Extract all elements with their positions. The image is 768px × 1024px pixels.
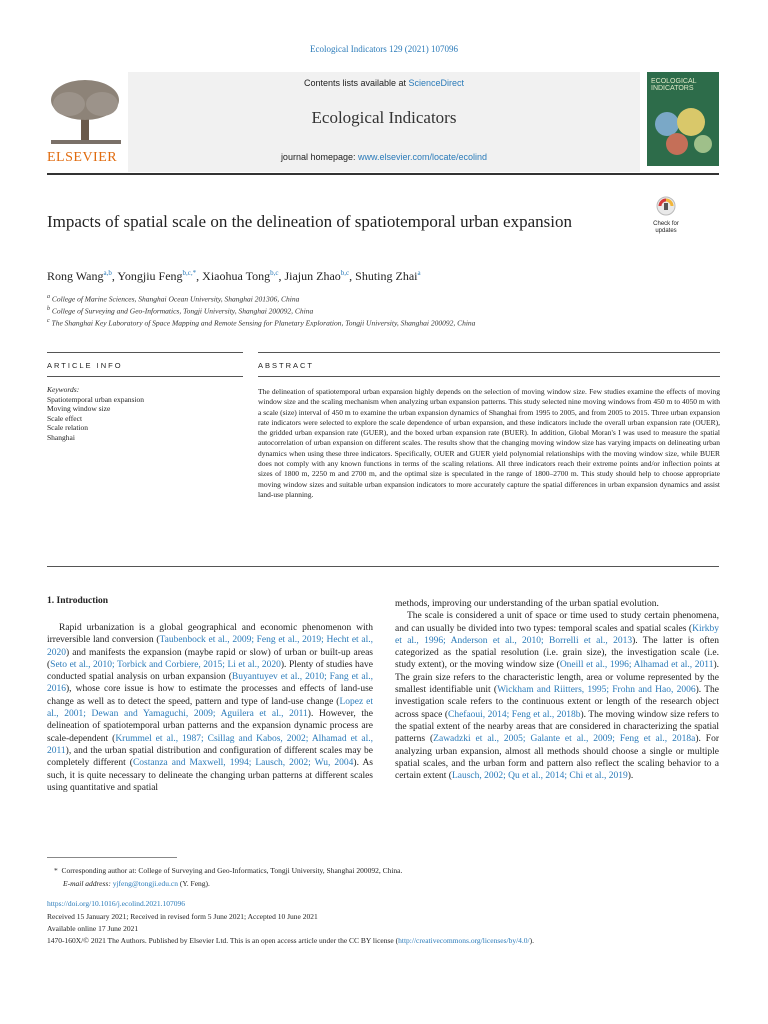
license-prefix: 1470-160X/© 2021 The Authors. Published by Elsevier Ltd. This is an open access article under the CC BY license (: [47, 936, 399, 945]
journal-title: Ecological Indicators: [311, 108, 457, 127]
body-text: ). The grain size refers to the characteristic length, area or volume represented by the smallest identifiable unit (: [395, 660, 719, 696]
check-updates-label: Check for updates: [653, 221, 679, 234]
body-text: ). As such, it is quite necessary to delineate the changing urban patterns at different scales using quantitative and spatial: [47, 758, 373, 793]
body-text: ). However, the delineation of spatiotemporal urban patterns and the expansion dynamic process are scale-dependent (: [47, 709, 373, 744]
body-text: ), whose core issue is how to estimate the processes and effects of land-use change as well as to detect the speed, pattern and type of land-use change (: [47, 684, 373, 707]
affiliation-mark: a: [47, 294, 50, 300]
body-text: ). The moving window size refers to the spatial extent of the nearby areas that are considered in characterizing the spatial patterns (: [395, 709, 719, 745]
citation-link[interactable]: Lausch, 2002; Qu et al., 2014; Chi et al., 2019: [451, 771, 628, 782]
cover-title: ECOLOGICAL INDICATORS: [651, 78, 697, 92]
author-name[interactable]: Rong Wang: [47, 269, 104, 283]
article-info-heading: ARTICLE INFO: [47, 361, 123, 370]
citation-link[interactable]: Oneill et al., 1996; Alhamad et al., 2011: [559, 660, 714, 671]
affiliation-text: College of Marine Sciences, Shanghai Ocean University, Shanghai 201306, China: [50, 294, 300, 304]
abstract-rule: [258, 352, 720, 353]
homepage-link[interactable]: www.elsevier.com/locate/ecolind: [358, 152, 488, 162]
affiliation-a: [47, 294, 299, 304]
author-name[interactable]: Xiaohua Tong: [202, 269, 271, 283]
article-title: Impacts of spatial scale on the delineation of spatiotemporal urban expansion: [47, 212, 572, 231]
introduction-left-column: [47, 622, 373, 794]
author-affiliation-marks[interactable]: b,c: [340, 269, 350, 277]
contents-prefix: Contents lists available at: [303, 78, 409, 88]
author-affiliation-marks[interactable]: b,c: [270, 269, 279, 277]
citation-link[interactable]: Seto et al., 2010; Torbick and Corbiere, 2015; Li et al., 2020: [50, 659, 281, 670]
citation-link[interactable]: Lopez et al., 2001; Dewan and Yamaguchi, 2009; Aguilera et al., 2011: [47, 696, 373, 720]
body-text: ). Plenty of studies have conducted spatial analysis on urban expansion (: [47, 659, 373, 683]
affiliation-mark: c: [47, 318, 50, 324]
author-separator: ,: [349, 269, 356, 283]
author-list: [47, 269, 421, 284]
body-paragraph: [47, 622, 373, 794]
keywords-label: Keywords:: [47, 385, 80, 394]
license-line: [47, 936, 534, 946]
check-for-updates-badge[interactable]: [648, 196, 684, 234]
footnote-rule: [47, 857, 177, 858]
body-paragraph: [395, 610, 719, 782]
body-text: ). For analyzing urban expansion, almost all methods should choose a single or multiple spatial scales, and the urban form and pattern also reflect the scaling behavior to a certain extent (: [395, 734, 719, 782]
citation-link[interactable]: Wickham and Riitters, 1995; Frohn and Hao, 2006: [497, 685, 696, 696]
received-dates: Received 15 January 2021; Received in revised form 5 June 2021; Accepted 10 June 2021: [47, 912, 318, 921]
keyword-item: Scale relation: [47, 423, 89, 432]
email-note: [63, 879, 210, 889]
license-link[interactable]: http://creativecommons.org/licenses/by/4.0/: [398, 936, 530, 945]
corresponding-mark: *: [54, 866, 58, 875]
author-affiliation-marks[interactable]: a,b: [103, 269, 112, 277]
abstract-text: The delineation of spatiotemporal urban expansion highly depends on the selection of moving window size. Few studies examine the effects of moving window size and the scaling mechanism when analyzing urban expansion patterns. This study selected nine moving windows from 450 m to 4050 m with a scale (size) interval of 450 m to examine the urban expansion dynamics of Shanghai from 1995 to 2005, and from 2005 to 2015. Three urban expansion rate indicators were selected to explore the scale dependence of urban expansion, and these indicators include the overall urban expansion rate (OUER), the gridded urban expansion rate (GUER), and the boxed urban expansion rate (BUER). In addition, Global Moran's I was used to measure the spatial autocorrelation of urban expansion on different scales. The results show that the changing moving window size has varying impacts on delineating urban dynamics when using these three indicators. Specifically, OUER and GUER yield polynomial relationships with the moving window size, while BUER does not comply with any known functions in terms of the scaling relations. All three indicators reach their extreme points and/or inflection points at sizes of 1800 m, 2250 m and 2700 m, and the optimal size is speculated in the range of 1800–2700 m. This study should help to choose appropriate moving window sizes and suitable urban expansion indicators to more accurately capture the spatial differences in urban expansion dynamics and assist land-use planning.: [258, 387, 720, 499]
header-rule: [47, 173, 719, 175]
journal-reference[interactable]: Ecological Indicators 129 (2021) 107096: [310, 44, 458, 54]
abstract-bottom-rule: [47, 566, 719, 567]
keyword-item: Scale effect: [47, 413, 83, 423]
introduction-heading: 1. Introduction: [47, 596, 109, 606]
abstract-underline: [258, 376, 720, 377]
elsevier-tree-logo: [47, 78, 125, 148]
introduction-right-column: [395, 598, 719, 782]
body-text: ). The investigation scale refers to the continuous extent or length of the research object across space (: [395, 685, 719, 720]
elsevier-wordmark: ELSEVIER: [47, 150, 118, 165]
email-label: E-mail address:: [63, 879, 113, 888]
author-separator: ,: [278, 269, 285, 283]
body-paragraph: [395, 598, 719, 610]
affiliation-b: [47, 306, 313, 316]
article-info-rule: [47, 352, 243, 353]
author-affiliation-marks[interactable]: b,c,*: [182, 269, 197, 277]
affiliation-text: The Shanghai Key Laboratory of Space Mapping and Remote Sensing for Planetary Exploration, Tongji University, Shanghai 200092, China: [49, 318, 476, 328]
keyword-item: Shanghai: [47, 432, 75, 442]
body-text: The scale is considered a unit of space or time used to study certain phenomena, and can usually be divided into two types: temporal scales and spatial scales (: [395, 611, 719, 634]
keywords-block: [47, 385, 144, 442]
contents-line: [128, 78, 640, 88]
author-name[interactable]: Shuting Zhai: [355, 269, 418, 283]
body-text: ) and manifests the expansion (maybe rapid or slow) of urban or built-up areas (: [47, 647, 373, 670]
affiliation-mark: b: [47, 306, 50, 312]
corresponding-author-note: [54, 866, 402, 876]
citation-link[interactable]: Buyantuyev et al., 2010; Fang et al., 2016: [47, 672, 373, 695]
available-online: Available online 17 June 2021: [47, 924, 139, 933]
email-suffix: (Y. Feng).: [177, 879, 210, 888]
keyword-item: Moving window size: [47, 404, 111, 413]
citation-link[interactable]: Kirkby et al., 1996; Anderson et al., 2010; Borrelli et al., 2013: [395, 623, 719, 646]
citation-link[interactable]: Krummel et al., 1987; Csillag and Kabos, 2002; Alhamad et al., 2011: [47, 733, 373, 756]
article-info-underline: [47, 376, 243, 377]
citation-link[interactable]: Chefaoui, 2014; Feng et al., 2018b: [447, 709, 581, 720]
doi-link[interactable]: https://doi.org/10.1016/j.ecolind.2021.107096: [47, 899, 185, 908]
journal-cover-image[interactable]: [647, 72, 719, 166]
citation-link[interactable]: Costanza and Maxwell, 1994; Lausch, 2002; Wu, 2004: [132, 758, 354, 769]
sciencedirect-link[interactable]: ScienceDirect: [408, 78, 465, 88]
corresponding-text: Corresponding author at: College of Surveying and Geo-Informatics, Tongji University, Shanghai 200092, China.: [61, 866, 403, 875]
body-text: ), and the urban spatial distribution and configuration of different scales may be completely different (: [47, 745, 373, 769]
homepage-prefix: journal homepage:: [280, 152, 358, 162]
body-text: ). The latter is often categorized as the spatial resolution (i.e. grain size), the investigation scale (i.e. study extent), or the moving window size (: [395, 635, 719, 671]
journal-homepage: [128, 152, 640, 162]
body-text: methods, improving our understanding of the urban spatial evolution.: [395, 599, 659, 609]
citation-link[interactable]: Taubenbock et al., 2009; Feng et al., 2019; Hecht et al., 2020: [47, 635, 373, 658]
keyword-item: Spatiotemporal urban expansion: [47, 394, 145, 404]
author-affiliation-marks[interactable]: a: [417, 269, 421, 277]
license-suffix: ).: [529, 936, 535, 945]
author-separator: ,: [111, 269, 118, 283]
affiliation-text: College of Surveying and Geo-Informatics, Tongji University, Shanghai 200092, China: [50, 306, 314, 316]
body-text: Rapid urbanization is a global geographical and economic phenomenon with irreversible land conversion (: [47, 623, 373, 646]
author-name[interactable]: Jiajun Zhao: [284, 269, 341, 283]
body-text: ).: [627, 771, 634, 782]
author-separator: ,: [196, 269, 203, 283]
author-name[interactable]: Yongjiu Feng: [117, 269, 183, 283]
affiliation-c: [47, 318, 475, 328]
check-updates-icon: [655, 196, 677, 216]
citation-link[interactable]: Zawadzki et al., 2005; Galante et al., 2009; Feng et al., 2018a: [433, 734, 696, 745]
email-link[interactable]: yjfeng@tongji.edu.cn: [112, 879, 178, 888]
abstract-heading: ABSTRACT: [258, 361, 315, 370]
